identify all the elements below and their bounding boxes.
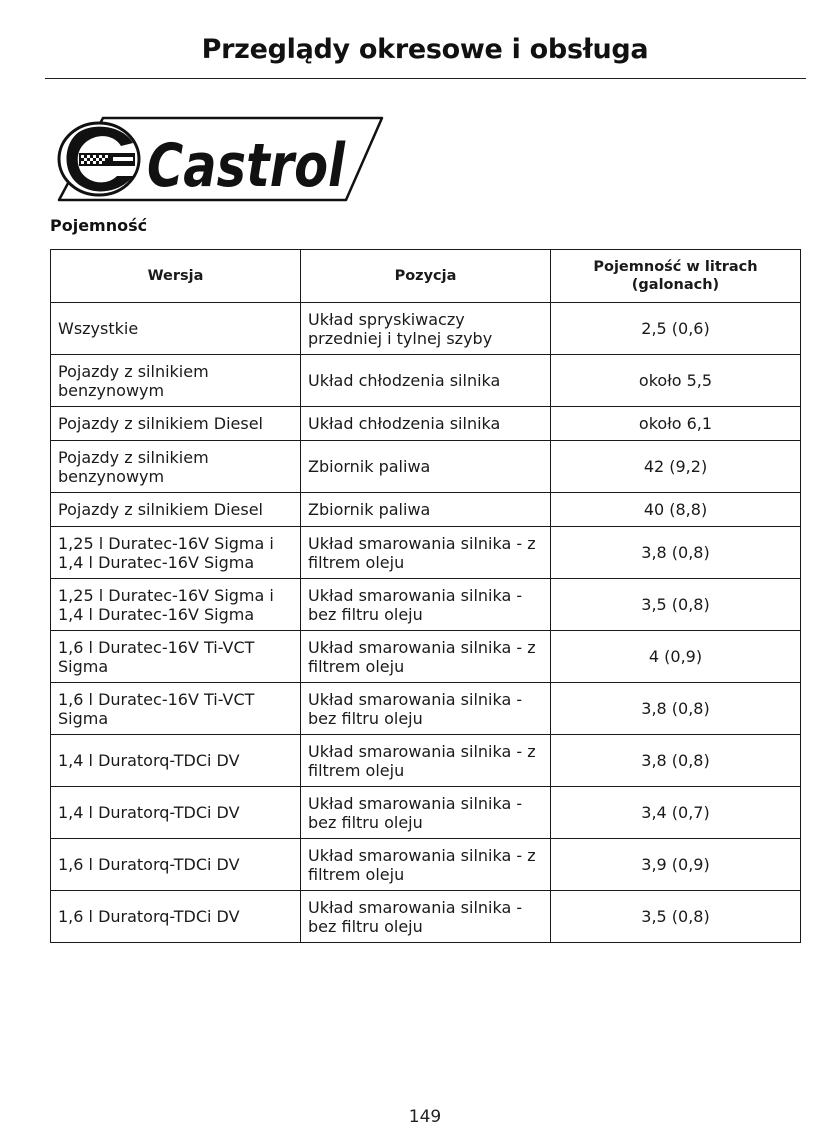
cell-version: 1,6 l Duratorq-TDCi DV (51, 839, 301, 891)
cell-capacity: 3,5 (0,8) (551, 891, 801, 943)
table-row (51, 839, 801, 891)
cell-position: Układ smarowania silnika - z filtrem oleju (301, 527, 551, 579)
page-number: 149 (408, 1107, 442, 1127)
cell-position: Układ smarowania silnika - z filtrem oleju (301, 631, 551, 683)
cell-version: Wszystkie (51, 303, 301, 355)
cell-version: Pojazdy z silnikiem benzynowym (51, 355, 301, 407)
table-row (51, 493, 801, 527)
cell-capacity: 3,8 (0,8) (551, 683, 801, 735)
castrol-logo (55, 116, 385, 202)
cell-capacity: 3,4 (0,7) (551, 787, 801, 839)
table-row (51, 631, 801, 683)
cell-position: Układ smarowania silnika - bez filtru oleju (301, 683, 551, 735)
cell-capacity: 2,5 (0,6) (551, 303, 801, 355)
castrol-wordmark: Castrol (147, 131, 347, 201)
cell-capacity: około 5,5 (551, 355, 801, 407)
cell-position: Układ smarowania silnika - bez filtru oleju (301, 579, 551, 631)
cell-position: Zbiornik paliwa (301, 441, 551, 493)
table-row (51, 441, 801, 493)
cell-capacity: 42 (9,2) (551, 441, 801, 493)
capacity-table (50, 249, 801, 943)
table-header-row (51, 250, 801, 303)
table-row (51, 683, 801, 735)
cell-version: Pojazdy z silnikiem Diesel (51, 493, 301, 527)
cell-position: Układ smarowania silnika - z filtrem oleju (301, 839, 551, 891)
cell-version: 1,6 l Duratorq-TDCi DV (51, 891, 301, 943)
cell-capacity: 3,8 (0,8) (551, 527, 801, 579)
column-header-position: Pozycja (301, 250, 551, 303)
cell-position: Układ chłodzenia silnika (301, 407, 551, 441)
cell-capacity: 3,9 (0,9) (551, 839, 801, 891)
cell-capacity: 3,5 (0,8) (551, 579, 801, 631)
table-row (51, 355, 801, 407)
cell-position: Układ smarowania silnika - bez filtru oleju (301, 787, 551, 839)
cell-capacity: około 6,1 (551, 407, 801, 441)
table-row (51, 579, 801, 631)
cell-version: 1,25 l Duratec-16V Sigma i 1,4 l Duratec-16V Sigma (51, 579, 301, 631)
cell-capacity: 3,8 (0,8) (551, 735, 801, 787)
cell-position: Układ smarowania silnika - z filtrem oleju (301, 735, 551, 787)
table-row (51, 407, 801, 441)
table-row (51, 527, 801, 579)
cell-version: 1,6 l Duratec-16V Ti-VCT Sigma (51, 631, 301, 683)
cell-version: 1,4 l Duratorq-TDCi DV (51, 735, 301, 787)
cell-capacity: 4 (0,9) (551, 631, 801, 683)
cell-position: Zbiornik paliwa (301, 493, 551, 527)
table-row (51, 735, 801, 787)
cell-position: Układ chłodzenia silnika (301, 355, 551, 407)
cell-position: Układ smarowania silnika - bez filtru oleju (301, 891, 551, 943)
cell-position: Układ spryskiwaczy przedniej i tylnej szyby (301, 303, 551, 355)
cell-version: Pojazdy z silnikiem Diesel (51, 407, 301, 441)
section-heading: Pojemność (50, 216, 148, 235)
cell-version: Pojazdy z silnikiem benzynowym (51, 441, 301, 493)
table-row (51, 787, 801, 839)
column-header-capacity: Pojemność w litrach (galonach) (551, 250, 801, 303)
cell-capacity: 40 (8,8) (551, 493, 801, 527)
cell-version: 1,6 l Duratec-16V Ti-VCT Sigma (51, 683, 301, 735)
title-divider (45, 78, 806, 79)
cell-version: 1,4 l Duratorq-TDCi DV (51, 787, 301, 839)
table-row (51, 303, 801, 355)
page-title: Przeglądy okresowe i obsługa (201, 34, 649, 65)
column-header-version: Wersja (51, 250, 301, 303)
cell-version: 1,25 l Duratec-16V Sigma i 1,4 l Duratec-16V Sigma (51, 527, 301, 579)
table-row (51, 891, 801, 943)
